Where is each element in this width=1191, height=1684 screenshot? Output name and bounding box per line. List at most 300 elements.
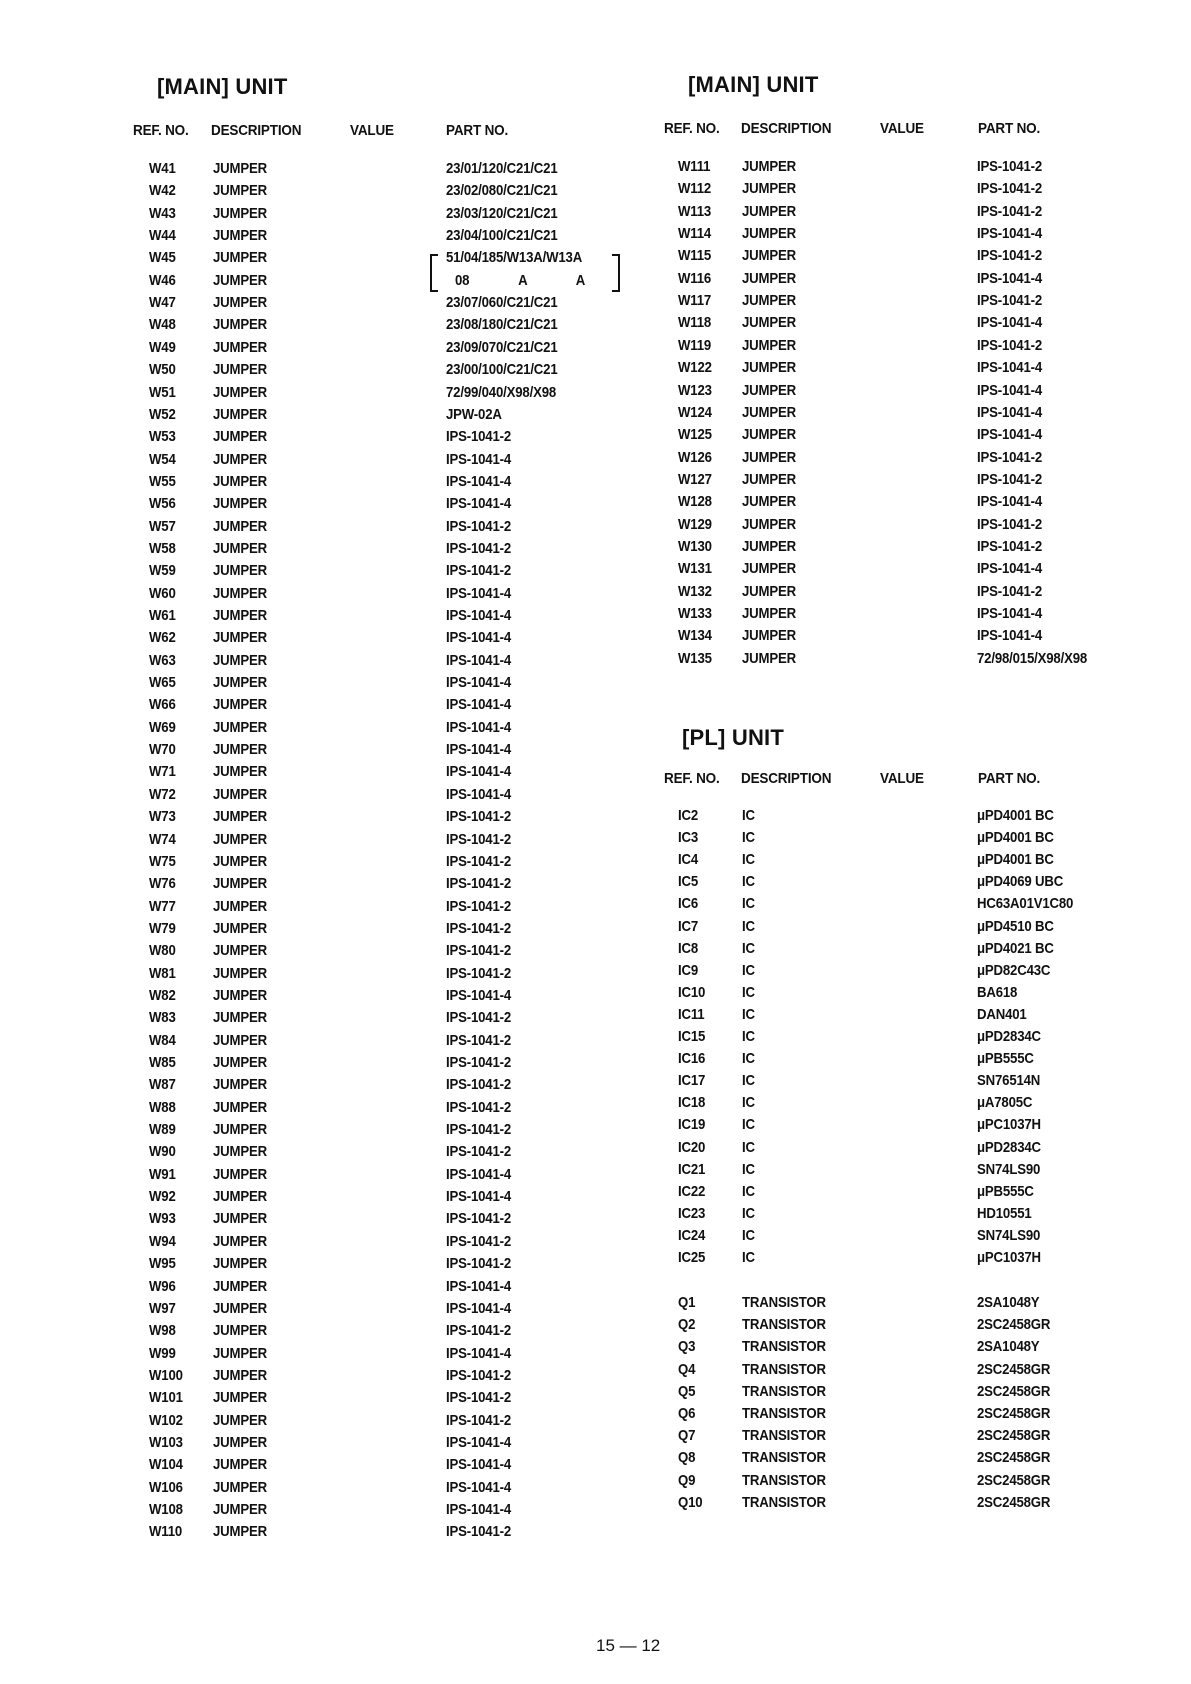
description-cell: JUMPER <box>213 718 267 736</box>
ref-no-cell: W43 <box>149 204 176 222</box>
description-cell: TRANSISTOR <box>742 1405 826 1422</box>
description-cell: JUMPER <box>213 361 267 379</box>
description-cell: JUMPER <box>213 1210 267 1228</box>
description-cell: JUMPER <box>213 1232 267 1250</box>
part-no-cell: IPS-1041-4 <box>977 314 1043 332</box>
part-no-cell: μPC1037H <box>977 1116 1041 1134</box>
part-no-cell: IPS-1041-4 <box>446 986 512 1004</box>
ref-no-cell: IC7 <box>678 917 699 935</box>
ref-no-cell: W115 <box>678 247 712 265</box>
part-no-cell: μPD82C43C <box>977 961 1051 979</box>
part-no-cell: IPS-1041-2 <box>446 517 512 535</box>
description-cell: JUMPER <box>213 1478 267 1496</box>
ref-no-cell: IC16 <box>678 1050 706 1068</box>
part-no-cell: IPS-1041-4 <box>977 269 1043 287</box>
description-cell: IC <box>742 983 755 1001</box>
description-cell: TRANSISTOR <box>742 1316 826 1334</box>
ref-no-cell: W73 <box>149 808 176 826</box>
part-no-cell: IPS-1041-4 <box>446 1188 512 1206</box>
description-cell: JUMPER <box>213 852 267 870</box>
part-no-cell: IPS-1041-4 <box>446 1165 512 1183</box>
description-cell: IC <box>742 829 755 847</box>
ref-no-cell: W108 <box>149 1501 183 1518</box>
part-no-cell: BA618 <box>977 983 1018 1001</box>
description-cell: JUMPER <box>213 1121 267 1139</box>
ref-no-cell: W94 <box>149 1232 176 1250</box>
description-cell: IC <box>742 851 755 869</box>
part-no-cell: IPS-1041-2 <box>977 292 1043 310</box>
ref-no-cell: W65 <box>149 674 176 692</box>
ref-no-cell: W63 <box>149 651 176 669</box>
ref-no-cell: IC18 <box>678 1094 706 1112</box>
part-no-cell: IPS-1041-4 <box>446 674 512 692</box>
part-no-cell: IPS-1041-2 <box>446 1121 512 1139</box>
part-no-cell: μPC1037H <box>977 1249 1041 1266</box>
part-no-cell: IPS-1041-2 <box>977 448 1043 466</box>
description-cell: JUMPER <box>213 629 267 647</box>
part-no-cell: 23/09/070/C21/C21 <box>446 338 558 356</box>
description-cell: JUMPER <box>213 1098 267 1116</box>
description-cell: IC <box>742 1116 755 1134</box>
part-no-cell: IPS-1041-2 <box>446 1366 512 1384</box>
part-no-cell: IPS-1041-4 <box>446 1299 512 1317</box>
description-cell: JUMPER <box>213 271 267 289</box>
description-cell: JUMPER <box>213 182 267 200</box>
ref-no-cell: W46 <box>149 271 176 289</box>
ref-no-cell: W102 <box>149 1411 183 1429</box>
ref-no-cell: IC5 <box>678 873 699 891</box>
description-header: DESCRIPTION <box>741 120 832 137</box>
ref-no-cell: W135 <box>678 649 712 667</box>
ref-no-cell: W50 <box>149 361 176 379</box>
description-cell: JUMPER <box>213 249 267 267</box>
ref-no-cell: W101 <box>149 1389 183 1407</box>
description-cell: JUMPER <box>213 741 267 759</box>
description-cell: IC <box>742 1028 755 1045</box>
part-no-cell: 23/03/120/C21/C21 <box>446 204 558 222</box>
ref-no-cell: W95 <box>149 1255 176 1273</box>
part-no-cell: 08 A A <box>455 271 586 289</box>
description-cell: JUMPER <box>742 247 796 265</box>
ref-no-cell: W129 <box>678 515 712 533</box>
description-cell: JUMPER <box>213 316 267 334</box>
ref-no-cell: Q9 <box>678 1471 696 1489</box>
ref-no-cell: W89 <box>149 1121 176 1139</box>
ref-no-cell: W84 <box>149 1031 176 1049</box>
part-no-cell: IPS-1041-2 <box>446 1523 512 1541</box>
description-cell: IC <box>742 917 755 935</box>
ref-no-cell: IC19 <box>678 1116 706 1134</box>
ref-no-cell: W103 <box>149 1433 183 1451</box>
part-no-cell: IPS-1041-4 <box>977 381 1043 399</box>
ref-no-cell: W117 <box>678 292 712 310</box>
ref-no-cell: W58 <box>149 539 176 557</box>
description-cell: JUMPER <box>742 627 796 645</box>
description-cell: JUMPER <box>742 269 796 287</box>
ref-no-cell: W49 <box>149 338 176 356</box>
description-cell: JUMPER <box>213 1299 267 1317</box>
description-cell: JUMPER <box>213 1411 267 1429</box>
ref-no-cell: Q5 <box>678 1382 696 1400</box>
part-no-cell: IPS-1041-2 <box>977 537 1043 555</box>
ref-no-cell: W113 <box>678 202 712 220</box>
description-cell: TRANSISTOR <box>742 1294 826 1311</box>
ref-no-cell: W62 <box>149 629 176 647</box>
ref-no-cell: W118 <box>678 314 712 332</box>
description-cell: JUMPER <box>742 314 796 332</box>
part-no-cell: IPS-1041-4 <box>977 403 1043 421</box>
description-cell: JUMPER <box>742 448 796 466</box>
ref-no-cell: W57 <box>149 517 176 535</box>
part-no-cell: IPS-1041-4 <box>446 1344 512 1362</box>
description-cell: JUMPER <box>213 942 267 960</box>
description-cell: IC <box>742 1072 755 1090</box>
ref-no-cell: W72 <box>149 785 176 803</box>
part-no-cell: IPS-1041-2 <box>446 830 512 848</box>
ref-no-cell: W76 <box>149 875 176 893</box>
description-cell: TRANSISTOR <box>742 1382 826 1400</box>
description-cell: JUMPER <box>213 651 267 669</box>
part-no-cell: IPS-1041-4 <box>446 651 512 669</box>
ref-no-cell: W131 <box>678 560 712 578</box>
description-cell: JUMPER <box>213 830 267 848</box>
part-no-cell: 2SC2458GR <box>977 1493 1051 1511</box>
part-no-cell: IPS-1041-4 <box>977 493 1043 511</box>
description-cell: JUMPER <box>213 1009 267 1027</box>
description-cell: JUMPER <box>213 472 267 490</box>
ref-no-cell: W70 <box>149 741 176 759</box>
part-no-cell: IPS-1041-4 <box>446 1433 512 1451</box>
part-no-cell: IPS-1041-4 <box>446 696 512 714</box>
part-no-cell: 2SC2458GR <box>977 1405 1051 1422</box>
ref-no-cell: IC11 <box>678 1005 705 1023</box>
ref-no-cell: IC8 <box>678 939 699 957</box>
ref-no-cell: W75 <box>149 852 176 870</box>
ref-no-cell: Q10 <box>678 1493 703 1511</box>
description-cell: JUMPER <box>213 785 267 803</box>
description-cell: JUMPER <box>213 1031 267 1049</box>
part-no-cell: μPD4001 BC <box>977 851 1054 869</box>
description-cell: IC <box>742 807 755 824</box>
part-no-cell: IPS-1041-4 <box>446 495 512 513</box>
ref-no-cell: W100 <box>149 1366 183 1384</box>
part-no-cell: IPS-1041-4 <box>446 450 512 468</box>
part-no-cell: HC63A01V1C80 <box>977 895 1074 913</box>
ref-no-cell: W83 <box>149 1009 176 1027</box>
description-cell: JUMPER <box>213 1366 267 1384</box>
description-cell: TRANSISTOR <box>742 1427 826 1445</box>
ref-no-cell: W87 <box>149 1076 176 1094</box>
description-cell: JUMPER <box>213 517 267 535</box>
part-no-cell: IPS-1041-2 <box>977 247 1043 265</box>
ref-no-cell: W60 <box>149 584 176 602</box>
part-no-cell: IPS-1041-2 <box>446 562 512 580</box>
description-cell: JUMPER <box>742 202 796 220</box>
ref-no-cell: W52 <box>149 405 176 423</box>
description-cell: JUMPER <box>213 383 267 401</box>
ref-no-cell: IC24 <box>678 1226 706 1244</box>
part-no-cell: HD10551 <box>977 1204 1032 1222</box>
part-no-cell: IPS-1041-4 <box>446 741 512 759</box>
part-no-cell: 2SC2458GR <box>977 1382 1051 1400</box>
description-cell: IC <box>742 1094 755 1112</box>
description-cell: JUMPER <box>213 584 267 602</box>
part-no-cell: IPS-1041-2 <box>977 202 1043 220</box>
ref-no-cell: Q3 <box>678 1338 696 1356</box>
ref-no-cell: W59 <box>149 562 176 580</box>
description-cell: JUMPER <box>213 607 267 624</box>
ref-no-cell: W55 <box>149 472 176 490</box>
part-no-cell: IPS-1041-4 <box>977 627 1043 645</box>
ref-no-cell: W48 <box>149 316 176 334</box>
ref-no-cell: W128 <box>678 493 712 511</box>
ref-no-cell: W88 <box>149 1098 176 1116</box>
description-cell: JUMPER <box>742 560 796 578</box>
ref-no-cell: W85 <box>149 1054 176 1071</box>
part-no-cell: JPW-02A <box>446 405 502 423</box>
description-cell: JUMPER <box>213 674 267 692</box>
part-no-cell: IPS-1041-2 <box>977 470 1043 488</box>
part-no-cell: IPS-1041-2 <box>977 180 1043 198</box>
part-no-cell: μPD4510 BC <box>977 917 1054 935</box>
ref-no-cell: W123 <box>678 381 712 399</box>
right-bracket <box>612 254 620 292</box>
part-no-cell: 2SA1048Y <box>977 1338 1040 1356</box>
ref-no-cell: W111 <box>678 158 711 175</box>
part-no-cell: SN76514N <box>977 1072 1041 1090</box>
description-cell: JUMPER <box>213 450 267 468</box>
description-cell: JUMPER <box>213 1188 267 1206</box>
ref-no-cell: IC20 <box>678 1138 706 1156</box>
part-no-cell: IPS-1041-4 <box>446 1277 512 1295</box>
description-header: DESCRIPTION <box>741 770 832 787</box>
description-cell: JUMPER <box>213 428 267 446</box>
description-cell: JUMPER <box>213 1456 267 1474</box>
part-no-cell: IPS-1041-2 <box>977 158 1043 175</box>
part-no-cell: IPS-1041-2 <box>446 897 512 915</box>
description-cell: IC <box>742 961 755 979</box>
ref-no-cell: W106 <box>149 1478 183 1496</box>
ref-no-cell: W53 <box>149 428 176 446</box>
ref-no-cell: W74 <box>149 830 176 848</box>
description-cell: JUMPER <box>213 1501 267 1518</box>
ref-no-cell: W91 <box>149 1165 176 1183</box>
value-header: VALUE <box>350 122 394 139</box>
description-cell: IC <box>742 1249 755 1266</box>
ref-no-cell: W112 <box>678 180 712 198</box>
part-no-cell: IPS-1041-2 <box>977 336 1043 354</box>
ref-no-cell: W114 <box>678 225 712 243</box>
description-cell: IC <box>742 895 755 913</box>
part-no-cell: IPS-1041-2 <box>446 1389 512 1407</box>
ref-no-cell: W80 <box>149 942 176 960</box>
description-cell: JUMPER <box>213 1255 267 1273</box>
part-no-cell: 23/08/180/C21/C21 <box>446 316 558 334</box>
part-no-cell: IPS-1041-2 <box>446 1210 512 1228</box>
ref-no-cell: W133 <box>678 605 712 622</box>
ref-no-cell: W132 <box>678 582 712 600</box>
description-cell: IC <box>742 1160 755 1178</box>
description-cell: JUMPER <box>213 1165 267 1183</box>
description-cell: JUMPER <box>742 292 796 310</box>
part-no-cell: IPS-1041-2 <box>446 1411 512 1429</box>
ref-no-cell: Q6 <box>678 1405 696 1422</box>
description-cell: JUMPER <box>742 582 796 600</box>
description-cell: IC <box>742 1204 755 1222</box>
ref-no-cell: W47 <box>149 294 176 312</box>
part-no-cell: IPS-1041-4 <box>977 560 1043 578</box>
description-cell: JUMPER <box>213 1143 267 1161</box>
ref-no-cell: W71 <box>149 763 176 781</box>
part-no-cell: 23/04/100/C21/C21 <box>446 227 558 245</box>
description-cell: JUMPER <box>213 539 267 557</box>
description-cell: TRANSISTOR <box>742 1471 826 1489</box>
description-cell: JUMPER <box>213 1054 267 1071</box>
ref-no-cell: W51 <box>149 383 176 401</box>
description-cell: JUMPER <box>742 158 796 175</box>
part-no-cell: μPB555C <box>977 1182 1034 1200</box>
part-no-cell: IPS-1041-4 <box>977 605 1043 622</box>
ref-no-cell: W79 <box>149 919 176 937</box>
ref-no-cell: W126 <box>678 448 712 466</box>
description-cell: JUMPER <box>213 1389 267 1407</box>
ref-no-cell: IC25 <box>678 1249 706 1266</box>
ref-no-cell: W104 <box>149 1456 183 1474</box>
description-cell: JUMPER <box>213 1076 267 1094</box>
description-cell: JUMPER <box>742 336 796 354</box>
ref-no-cell: IC3 <box>678 829 699 847</box>
ref-no-cell: IC17 <box>678 1072 706 1090</box>
description-cell: JUMPER <box>213 1523 267 1541</box>
part-no-cell: 2SC2458GR <box>977 1427 1051 1445</box>
part-no-cell: 23/01/120/C21/C21 <box>446 160 558 177</box>
part-no-cell: IPS-1041-4 <box>446 1478 512 1496</box>
part-no-cell: 2SC2458GR <box>977 1471 1051 1489</box>
part-no-cell: IPS-1041-4 <box>446 1501 512 1518</box>
ref-no-cell: W125 <box>678 426 712 444</box>
part-no-cell: IPS-1041-4 <box>977 426 1043 444</box>
ref-no-cell: W122 <box>678 359 712 377</box>
description-cell: JUMPER <box>213 405 267 423</box>
part-no-cell: IPS-1041-2 <box>446 1098 512 1116</box>
part-no-cell: IPS-1041-2 <box>446 1232 512 1250</box>
description-cell: JUMPER <box>742 403 796 421</box>
part-no-header: PART NO. <box>978 120 1041 137</box>
ref-no-cell: IC9 <box>678 961 699 979</box>
ref-no-cell: IC23 <box>678 1204 706 1222</box>
part-no-cell: μPB555C <box>977 1050 1034 1068</box>
part-no-cell: IPS-1041-2 <box>446 852 512 870</box>
description-cell: JUMPER <box>213 964 267 982</box>
part-no-header: PART NO. <box>978 770 1041 787</box>
description-cell: IC <box>742 1005 755 1023</box>
part-no-cell: IPS-1041-4 <box>446 785 512 803</box>
ref-no-cell: W127 <box>678 470 712 488</box>
ref-no-cell: Q2 <box>678 1316 696 1334</box>
ref-no-cell: W116 <box>678 269 712 287</box>
description-cell: JUMPER <box>213 763 267 781</box>
part-no-cell: μPD4021 BC <box>977 939 1054 957</box>
description-cell: JUMPER <box>213 338 267 356</box>
ref-no-cell: W44 <box>149 227 176 245</box>
part-no-cell: μA7805C <box>977 1094 1033 1112</box>
part-no-cell: IPS-1041-2 <box>446 942 512 960</box>
ref-no-cell: W42 <box>149 182 176 200</box>
description-cell: JUMPER <box>213 204 267 222</box>
description-cell: JUMPER <box>213 1322 267 1340</box>
left-bracket <box>430 254 438 292</box>
value-header: VALUE <box>880 120 924 137</box>
description-cell: JUMPER <box>213 227 267 245</box>
part-no-cell: μPD4001 BC <box>977 829 1054 847</box>
description-cell: JUMPER <box>742 537 796 555</box>
description-cell: TRANSISTOR <box>742 1338 826 1356</box>
ref-no-cell: IC22 <box>678 1182 706 1200</box>
description-cell: IC <box>742 873 755 891</box>
part-no-cell: μPD2834C <box>977 1138 1041 1156</box>
ref-no-header: REF. NO. <box>664 120 720 137</box>
part-no-cell: IPS-1041-4 <box>446 607 512 624</box>
part-no-cell: IPS-1041-4 <box>446 718 512 736</box>
description-cell: JUMPER <box>742 515 796 533</box>
ref-no-cell: Q4 <box>678 1360 696 1378</box>
value-header: VALUE <box>880 770 924 787</box>
ref-no-cell: IC15 <box>678 1028 706 1045</box>
description-cell: JUMPER <box>742 426 796 444</box>
part-no-cell: 23/02/080/C21/C21 <box>446 182 558 200</box>
part-no-cell: 2SC2458GR <box>977 1360 1051 1378</box>
description-cell: IC <box>742 1138 755 1156</box>
description-cell: JUMPER <box>742 649 796 667</box>
ref-no-cell: W61 <box>149 607 176 624</box>
part-no-cell: DAN401 <box>977 1005 1027 1023</box>
description-cell: JUMPER <box>742 470 796 488</box>
description-cell: JUMPER <box>742 180 796 198</box>
ref-no-cell: IC10 <box>678 983 706 1001</box>
part-no-cell: SN74LS90 <box>977 1160 1041 1178</box>
description-cell: JUMPER <box>213 875 267 893</box>
ref-no-cell: W93 <box>149 1210 176 1228</box>
page-number: 15 — 12 <box>596 1636 661 1655</box>
part-no-cell: μPD2834C <box>977 1028 1041 1045</box>
ref-no-cell: W110 <box>149 1523 183 1541</box>
part-no-cell: IPS-1041-2 <box>446 1009 512 1027</box>
pl-unit-title: [PL] UNIT <box>682 725 785 750</box>
ref-no-cell: W41 <box>149 160 176 177</box>
main-unit-title: [MAIN] UNIT <box>157 74 288 99</box>
part-no-cell: IPS-1041-2 <box>446 1076 512 1094</box>
description-cell: JUMPER <box>742 225 796 243</box>
description-cell: JUMPER <box>213 986 267 1004</box>
ref-no-header: REF. NO. <box>133 122 189 139</box>
part-no-header: PART NO. <box>446 122 509 139</box>
description-cell: JUMPER <box>213 808 267 826</box>
part-no-cell: IPS-1041-2 <box>446 808 512 826</box>
part-no-cell: IPS-1041-2 <box>446 919 512 937</box>
ref-no-cell: IC4 <box>678 851 699 869</box>
ref-no-header: REF. NO. <box>664 770 720 787</box>
part-no-cell: 72/99/040/X98/X98 <box>446 383 557 401</box>
description-cell: TRANSISTOR <box>742 1360 826 1378</box>
part-no-cell: IPS-1041-4 <box>446 584 512 602</box>
ref-no-cell: IC21 <box>678 1160 706 1178</box>
part-no-cell: IPS-1041-2 <box>446 875 512 893</box>
part-no-cell: 2SC2458GR <box>977 1449 1051 1467</box>
part-no-cell: 23/07/060/C21/C21 <box>446 294 558 312</box>
part-no-cell: IPS-1041-2 <box>977 582 1043 600</box>
ref-no-cell: W45 <box>149 249 176 267</box>
ref-no-cell: W124 <box>678 403 712 421</box>
